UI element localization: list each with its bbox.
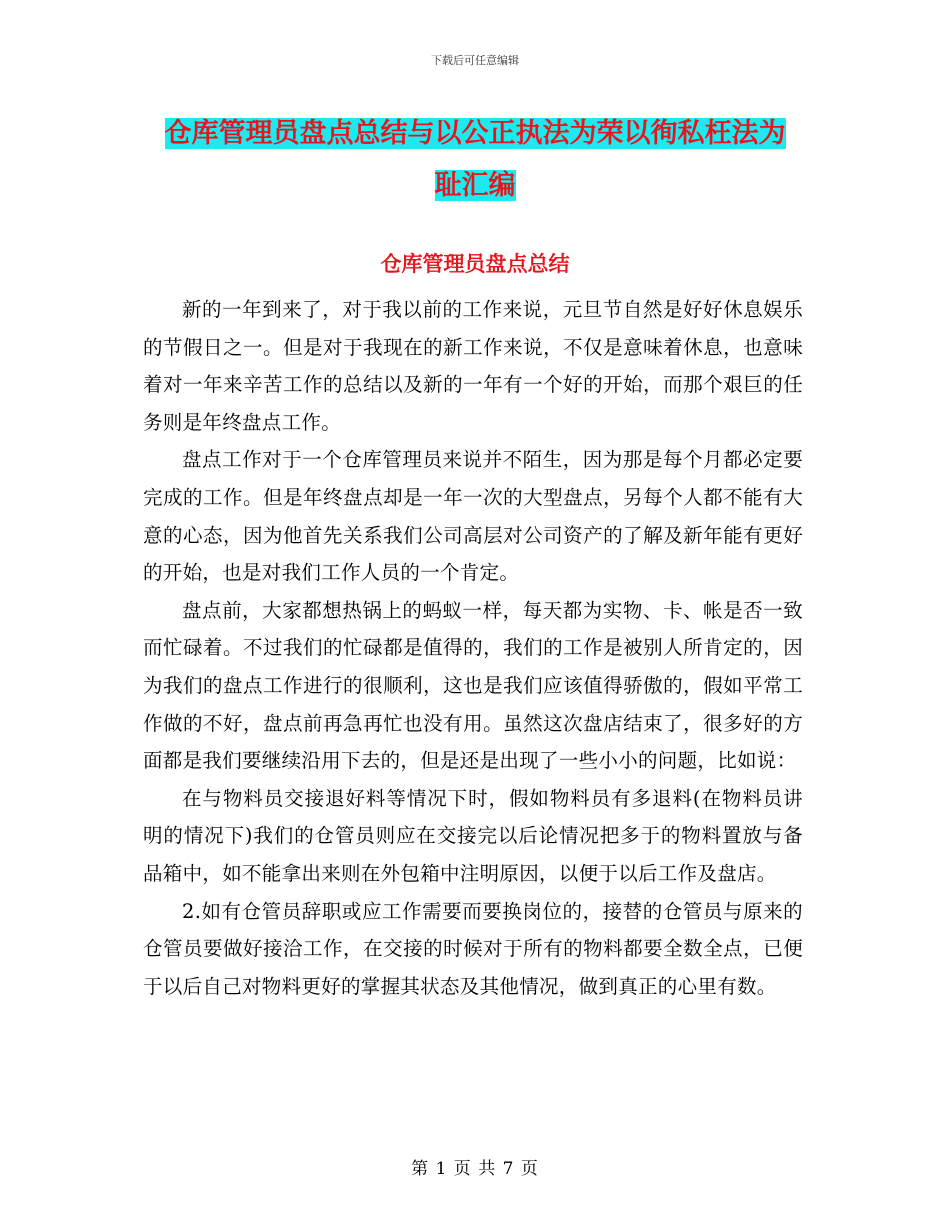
page-footer: 第 1 页 共 7 页 [411, 1159, 539, 1179]
paragraph: 盘点工作对于一个仓库管理员来说并不陌生，因为那是每个月都必定要完成的工作。但是年终盘点却是一年一次的大型盘点，另每个人都不能有大意的心态，因为他首先关系我们公司高层对公司资产的了解及新年能有更好的开始，也是对我们工作人员的一个肯定。 [143, 448, 803, 585]
section-title: 仓库管理员盘点总结 [380, 252, 570, 276]
paragraph: 在与物料员交接退好料等情况下时，假如物料员有多退料(在物料员讲明的情况下)我们的仓管员则应在交接完以后论情况把多于的物料置放与备品箱中，如不能拿出来则在外包箱中注明原因，以便于以后工作及盘店。 [143, 786, 803, 885]
paragraph: 盘点前，大家都想热锅上的蚂蚁一样，每天都为实物、卡、帐是否一致而忙碌着。不过我们的忙碌都是值得的，我们的工作是被别人所肯定的，因为我们的盘点工作进行的很顺利，这也是我们应该值得骄傲的，假如平常工作做的不好，盘点前再急再忙也没有用。虽然这次盘店结束了，很多好的方面都是我们要继续沿用下去的，但是还是出现了一些小小的问题，比如说： [143, 598, 803, 773]
document-title-line-2: 耻汇编 [434, 170, 516, 201]
header-note: 下载后可任意编辑 [431, 54, 519, 67]
paragraph: 新的一年到来了，对于我以前的工作来说，元旦节自然是好好休息娱乐的节假日之一。但是对于我现在的新工作来说，不仅是意味着休息，也意味着对一年来辛苦工作的总结以及新的一年有一个好的开始，而那个艰巨的任务则是年终盘点工作。 [143, 298, 803, 434]
document-title-line-1: 仓库管理员盘点总结与以公正执法为荣以徇私枉法为 [164, 118, 786, 149]
paragraph: 2.如有仓管员辞职或应工作需要而要换岗位的，接替的仓管员与原来的仓管员要做好接洽工作，在交接的时候对于所有的物料都要全数全点，已便于以后自己对物料更好的掌握其状态及其他情况，做到真正的心里有数。 [143, 899, 803, 998]
document-title [140, 108, 810, 212]
body-text [143, 291, 803, 1005]
